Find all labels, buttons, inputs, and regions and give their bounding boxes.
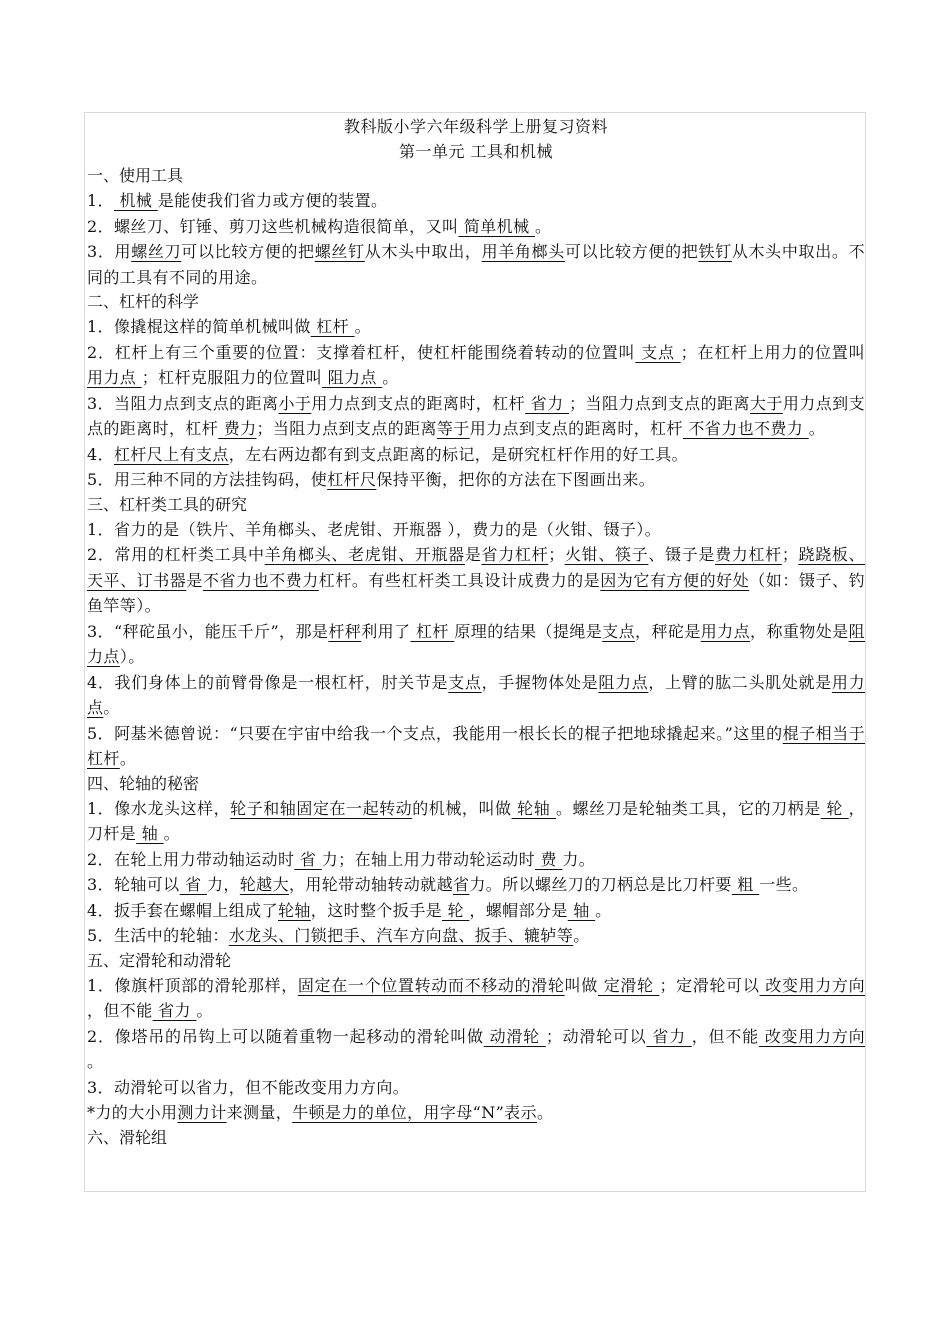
item-text: 1．省力的是（铁片、羊角榔头、老虎钳、开瓶器 ），费力的是（火钳、镊子）。 — [87, 519, 662, 539]
item-text: 。 — [573, 926, 590, 945]
item-text: ，用轮带动轴转动就越 — [288, 875, 453, 894]
item-text: 5．用三种不同的方法挂钩码，使 — [87, 470, 328, 489]
item-text: 一些。 — [759, 875, 809, 894]
answer-blank: 螺丝钉 — [314, 242, 365, 261]
answer-blank: 杠杆尺 — [327, 470, 377, 489]
document-title: 教科版小学六年级科学上册复习资料 — [343, 117, 608, 136]
list-item — [87, 923, 865, 949]
item-text: 力。所以螺丝刀的刀柄总是比刀杆要 — [469, 875, 732, 894]
list-item — [87, 214, 865, 240]
answer-blank: 支点 — [635, 342, 681, 362]
item-text: 、镊子是 — [648, 545, 716, 564]
item-text: ）。 — [119, 647, 145, 666]
item-text: 3．轮轴可以 — [87, 875, 180, 894]
list-item — [87, 1024, 865, 1075]
item-text: 2．常用的杠杆类工具中 — [87, 545, 265, 564]
item-text: 4．我们身体上的前臂骨像是一根杠杆，肘关节是 — [87, 672, 449, 692]
item-text: 3．动滑轮可以省力，但不能改变用力方向。 — [87, 1077, 410, 1097]
item-text: 。 — [382, 368, 399, 387]
answer-blank: 轮 — [820, 798, 849, 818]
answer-blank: 省 — [294, 849, 322, 869]
answer-blank: 动滑轮 — [483, 1026, 546, 1046]
unit-title: 第一单元 工具和机械 — [398, 142, 554, 161]
item-text: 4． — [87, 444, 114, 464]
answer-blank: 省力 — [525, 393, 570, 413]
list-item — [87, 314, 865, 340]
sections-container — [87, 164, 865, 1150]
item-text: ，但不能 — [691, 1026, 759, 1046]
item-text: 3．当阻力点到支点的距离 — [87, 393, 279, 413]
item-text: 力；在轴上用力带动轮运动时 — [321, 849, 535, 869]
answer-blank: 杠杆 — [410, 621, 455, 641]
item-text: ；动滑轮可以 — [545, 1026, 647, 1046]
answer-blank: 牛顿是力的单位，用字母“N”表示 — [292, 1103, 537, 1122]
item-text: 是 — [464, 545, 482, 564]
answer-blank: 轮子和轴固定在一起转动 — [230, 798, 413, 818]
item-text: 用力点到支点的距离时，杠杆 — [311, 393, 526, 413]
answer-blank: 机械 — [113, 191, 158, 210]
list-item — [87, 391, 865, 442]
answer-blank: 支点 — [448, 672, 482, 692]
answer-blank: 改变用力方向 — [758, 1026, 865, 1046]
answer-blank: 省 — [453, 875, 470, 894]
answer-blank: 省 — [179, 875, 207, 894]
item-text: ，刀杆是 — [87, 798, 866, 843]
item-text: ；当阻力点到支点的距离 — [256, 419, 437, 438]
answer-blank: 省力 — [152, 1001, 197, 1020]
answer-blank: 阻力点 — [87, 621, 865, 666]
answer-blank: 阻力点 — [598, 672, 649, 692]
list-item — [87, 973, 865, 1024]
answer-blank: 等于 — [436, 419, 470, 438]
item-text: 。 — [163, 824, 180, 843]
item-text: 力。 — [562, 849, 596, 869]
answer-blank: 费 — [534, 849, 563, 869]
answer-blank: 跷跷板、天平、订书器 — [87, 545, 865, 590]
item-text: （如：镊子、钓鱼竿等）。 — [87, 570, 865, 615]
list-item — [87, 442, 865, 468]
answer-blank: 阻力点 — [322, 368, 383, 387]
list-item — [87, 847, 865, 873]
list-item — [87, 467, 865, 493]
item-text: 来测量， — [226, 1103, 293, 1122]
answer-blank: 因为它有方便的好处 — [600, 570, 750, 590]
item-text: 3．“秤砣虽小，能压千斤”，那是 — [87, 621, 329, 641]
item-text: ，螺帽部分是 — [469, 900, 568, 920]
item-text: ；定滑轮可以 — [659, 975, 760, 995]
item-text: 2．螺丝刀、钉锤、剪刀这些机械构造很简单，又叫 — [87, 216, 459, 236]
answer-blank: 铁钉 — [698, 242, 732, 261]
item-text: ； — [781, 545, 799, 564]
item-text: 。 — [119, 749, 137, 768]
answer-blank: 轴 — [136, 824, 164, 843]
item-text: 。 — [808, 419, 826, 438]
list-item — [87, 619, 865, 670]
item-text: 5．阿基米德曾说：“只要在宇宙中给我一个支点，我能用一根长长的棍子把地球撬起来。”这里的 — [87, 723, 783, 743]
item-text: 力， — [206, 875, 240, 894]
answer-blank: 省力 — [646, 1026, 692, 1046]
item-text: ；在杠杆上用力的位置叫 — [680, 342, 865, 362]
answer-blank: 改变用力方向 — [759, 975, 865, 995]
item-text: 原理的结果（提绳是 — [454, 621, 603, 641]
item-text: 1．像旗杆顶部的滑轮那样， — [87, 975, 298, 995]
answer-blank: 费力杠杆 — [715, 545, 782, 564]
item-text: 1．像水龙头这样， — [87, 798, 231, 818]
answer-blank: 大于 — [749, 393, 783, 413]
answer-blank: 用力点 — [700, 621, 751, 641]
item-text: 用力点到支点的距离时，杠杆 — [87, 393, 865, 438]
list-item — [87, 796, 865, 847]
item-text: 的机械，叫做 — [412, 798, 512, 818]
list-item — [87, 239, 865, 290]
answer-blank: 支点 — [602, 621, 636, 641]
item-text: 用力点到支点的距离时，杠杆 — [469, 419, 683, 438]
item-text: 利用了 — [361, 621, 411, 641]
item-text: 。 — [534, 216, 552, 236]
item-text: ，秤砣是 — [635, 621, 701, 641]
item-text: 保持平衡，把你的方法在下图画出来。 — [376, 470, 656, 489]
answer-blank: 省力杠杆 — [481, 545, 549, 564]
document-body — [87, 114, 865, 1150]
answer-blank: 不省力也不费力 — [202, 570, 319, 590]
item-text: ； — [548, 545, 565, 564]
item-text: *力的大小用 — [87, 1103, 178, 1122]
item-text: 。 — [103, 698, 120, 717]
item-text: ，称重物处是 — [750, 621, 849, 641]
answer-blank: 轮轴 — [277, 900, 311, 920]
item-text: ，手握物体处是 — [481, 672, 599, 692]
item-text: 1．像撬棍这样的简单机械叫做 — [87, 317, 311, 336]
section-heading: 五、定滑轮和动滑轮 — [87, 950, 232, 970]
section-heading: 四、轮轴的秘密 — [87, 773, 200, 793]
answer-blank: 螺丝刀 — [131, 242, 182, 261]
item-text: 。 — [196, 1001, 213, 1020]
item-text: ，左右两边都有到支点距离的标记，是研究杠杆作用的好工具。 — [228, 444, 688, 464]
answer-blank: 轮轴 — [511, 798, 556, 818]
answer-blank: 杠杆 — [310, 317, 355, 336]
answer-blank: 棍子相当于杠杆 — [87, 723, 865, 768]
answer-blank: 定滑轮 — [597, 975, 660, 995]
answer-blank: 小于 — [278, 393, 312, 413]
answer-blank: 轮 — [442, 900, 470, 920]
item-text: 是能使我们省力或方便的装置。 — [157, 191, 388, 210]
item-text: 2．像塔吊的吊钩上可以随着重物一起移动的滑轮叫做 — [87, 1026, 484, 1046]
list-item — [87, 188, 865, 214]
answer-blank: 杠杆尺上有支点 — [113, 444, 229, 464]
item-text: 3．用 — [87, 242, 132, 261]
item-text: 2．在轮上用力带动轴运动时 — [87, 849, 295, 869]
item-text: ，但不能 — [87, 1001, 153, 1020]
list-item — [87, 872, 865, 898]
list-item — [87, 517, 865, 543]
answer-blank: 杆秤 — [328, 621, 362, 641]
answer-blank: 羊角榔头、老虎钳、开瓶器 — [264, 545, 465, 564]
item-text: 。 — [354, 317, 371, 336]
item-text: 从木头中取出。不同的工具有不同的用途。 — [87, 242, 865, 287]
item-text: 2．杠杆上有三个重要的位置：支撑着杠杆，使杠杆能围绕着转动的位置叫 — [87, 342, 636, 362]
item-text: 1． — [87, 191, 114, 210]
section-heading: 六、滑轮组 — [87, 1127, 168, 1147]
section-heading: 二、杠杆的科学 — [87, 292, 200, 311]
answer-blank: 用力点 — [87, 672, 865, 717]
item-text: ；杠杆克服阻力的位置叫 — [141, 368, 323, 387]
item-text: 。 — [595, 900, 612, 920]
list-item — [87, 542, 865, 619]
section-heading: 三、杠杆类工具的研究 — [87, 494, 248, 514]
answer-blank: 费力 — [218, 419, 257, 438]
answer-blank: 固定在一个位置转动而不移动的滑轮 — [297, 975, 565, 995]
answer-blank: 不省力也不费力 — [682, 419, 809, 438]
list-item — [87, 340, 865, 391]
item-text: 4．扳手套在螺帽上组成了 — [87, 900, 278, 920]
list-item — [87, 721, 865, 772]
answer-blank: 简单机械 — [458, 216, 535, 236]
answer-blank: 粗 — [731, 875, 760, 894]
item-text: 杠杆。有些杠杆类工具设计成费力的是 — [318, 570, 601, 590]
item-text: 叫做 — [564, 975, 598, 995]
answer-blank: 测力计 — [177, 1103, 227, 1122]
item-text: 是 — [186, 570, 203, 590]
item-text: 5．生活中的轮轴： — [87, 926, 229, 945]
item-text: 。螺丝刀是轮轴类工具，它的刀柄是 — [555, 798, 821, 818]
list-item — [87, 898, 865, 924]
item-text: 。 — [536, 1103, 554, 1122]
answer-blank: 用羊角榔头 — [481, 242, 565, 261]
item-text: 从木头中取出， — [364, 242, 482, 261]
item-text: ；当阻力点到支点的距离 — [569, 393, 750, 413]
list-item — [87, 1100, 865, 1126]
answer-blank: 用力点 — [87, 368, 142, 387]
item-text: 可以比较方便的把 — [564, 242, 699, 261]
answer-blank: 轮越大 — [239, 875, 289, 894]
answer-blank: 火钳、筷子 — [564, 545, 649, 564]
section-heading: 一、使用工具 — [87, 166, 184, 185]
answer-blank: 轴 — [567, 900, 596, 920]
item-text: ，上臂的肱二头肌处就是 — [648, 672, 832, 692]
list-item — [87, 670, 865, 721]
item-text: ，这时整个扳手是 — [310, 900, 442, 920]
item-text: 。 — [87, 1052, 104, 1071]
list-item — [87, 1075, 865, 1101]
answer-blank: 水龙头、门锁把手、汽车方向盘、扳手、辘轳等 — [228, 926, 574, 945]
item-text: 可以比较方便的把 — [181, 242, 315, 261]
